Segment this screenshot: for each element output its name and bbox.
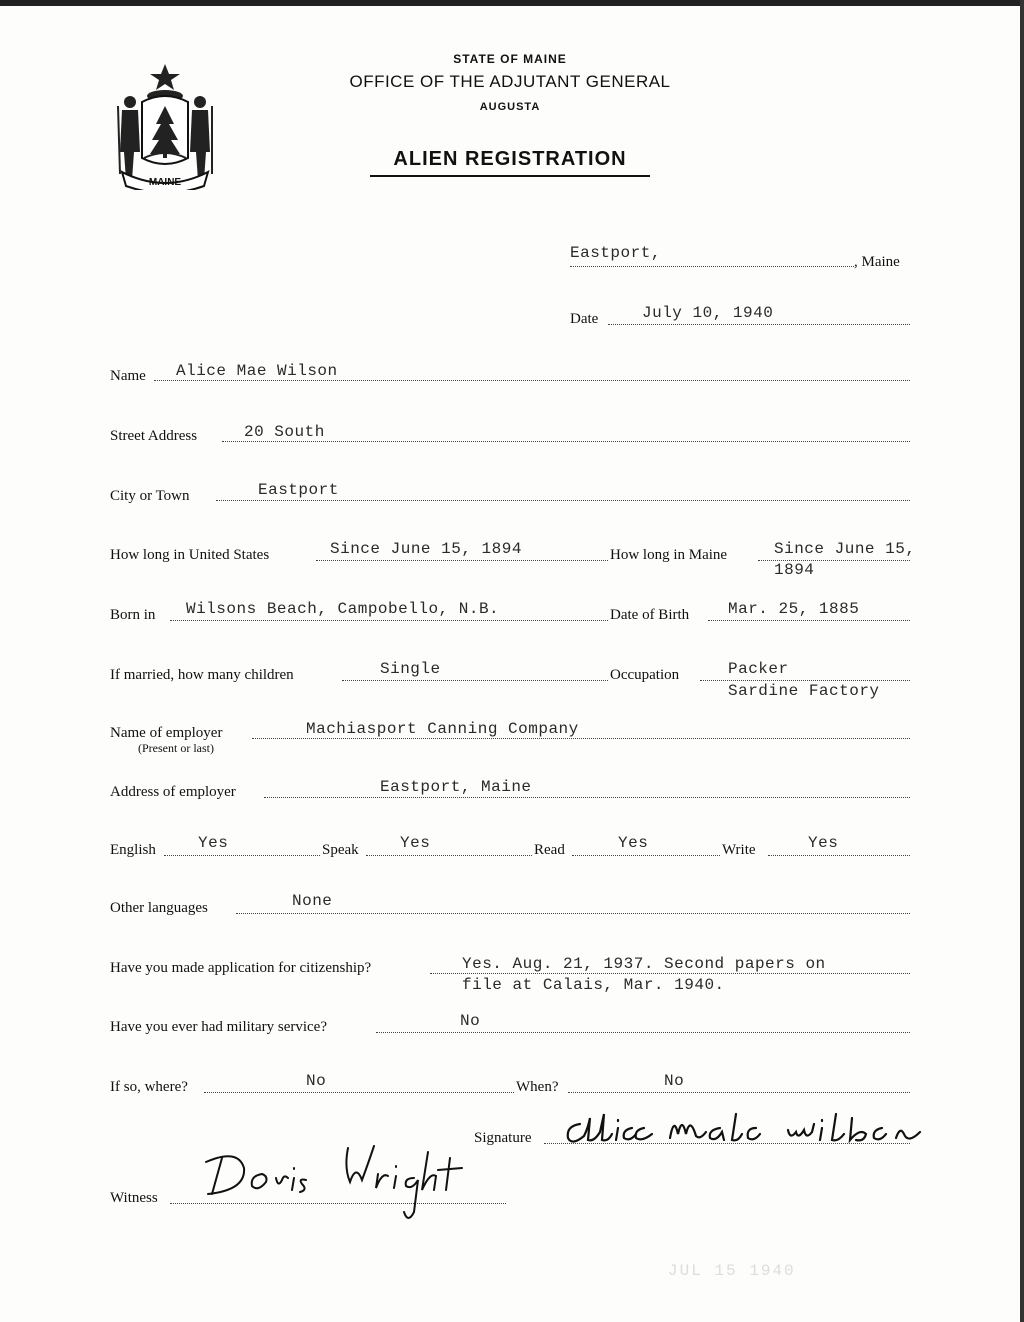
place-value: Eastport, [570,244,661,262]
witness-label: Witness [110,1190,158,1206]
read-line [572,855,720,856]
us-duration-label: How long in United States [110,547,270,563]
military-value: No [460,1012,481,1030]
dob-label: Date of Birth [610,607,690,623]
children-value: Single [380,660,441,678]
write-value: Yes [808,834,839,852]
maine-seal-emblem [112,62,218,190]
name-value: Alice Mae Wilson [176,362,338,380]
citizenship-label: Have you made application for citizenship? [110,960,372,976]
employer-address-label: Address of employer [110,784,236,800]
date-value: July 10, 1940 [642,304,774,322]
where-label: If so, where? [110,1079,188,1095]
where-line [204,1092,514,1093]
name-label: Name [110,368,146,384]
street-value: 20 South [244,423,325,441]
scan-right-edge [1020,0,1024,1322]
when-label: When? [516,1079,559,1095]
date-label: Date [570,311,599,327]
occupation-line [700,680,910,681]
signature-label: Signature [474,1130,532,1146]
english-line [164,855,320,856]
when-line [568,1092,910,1093]
dob-value: Mar. 25, 1885 [728,600,860,618]
occupation-value-2: Sardine Factory [728,682,880,700]
occupation-label: Occupation [610,667,680,683]
employer-value: Machiasport Canning Company [306,720,579,738]
employer-sublabel: (Present or last) [138,741,214,755]
citizenship-value-2: file at Calais, Mar. 1940. [462,976,725,994]
witness-signature [198,1138,488,1230]
born-in-line [170,620,608,621]
place-suffix: , Maine [854,254,900,270]
me-duration-value-1: Since June 15, [774,540,916,558]
speak-value: Yes [400,834,431,852]
born-in-value: Wilsons Beach, Campobello, N.B. [186,600,500,618]
employer-address-line [264,797,910,798]
scan-top-edge [0,0,1024,6]
city-value: Eastport [258,481,339,499]
where-value: No [306,1072,327,1090]
received-stamp: JUL 15 1940 [668,1262,796,1280]
write-label: Write [722,842,756,858]
employer-line [252,738,910,739]
read-label: Read [534,842,565,858]
when-value: No [664,1072,685,1090]
us-duration-value: Since June 15, 1894 [330,540,522,558]
city-label: City or Town [110,488,190,504]
office-heading: OFFICE OF THE ADJUTANT GENERAL [349,72,671,91]
employer-label: Name of employer [110,725,223,741]
citizenship-value-1: Yes. Aug. 21, 1937. Second papers on [462,955,826,973]
english-label: English [110,842,156,858]
me-duration-value-2: 1894 [774,561,815,579]
place-line [570,266,854,267]
city-line [216,500,910,501]
name-line [154,380,910,381]
children-label: If married, how many children [110,667,294,683]
citizenship-line [430,973,910,974]
english-value: Yes [198,834,229,852]
speak-label: Speak [322,842,359,858]
other-languages-value: None [292,892,333,910]
date-line [608,324,910,325]
us-duration-line [316,560,608,561]
born-in-label: Born in [110,607,156,623]
street-line [222,441,910,442]
speak-line [366,855,532,856]
seal-ribbon-text: MAINE [148,177,182,188]
other-languages-line [236,913,910,914]
me-duration-label: How long in Maine [610,547,728,563]
dob-line [708,620,910,621]
form-title: ALIEN REGISTRATION [370,148,650,177]
children-line [342,680,608,681]
state-heading: STATE OF MAINE [453,52,567,66]
military-line [376,1032,910,1033]
write-line [768,855,910,856]
occupation-value-1: Packer [728,660,789,678]
other-languages-label: Other languages [110,900,208,916]
employer-address-value: Eastport, Maine [380,778,532,796]
read-value: Yes [618,834,649,852]
applicant-signature [560,1104,930,1154]
street-label: Street Address [110,428,198,444]
city-heading: AUGUSTA [479,101,541,113]
military-label: Have you ever had military service? [110,1019,327,1035]
